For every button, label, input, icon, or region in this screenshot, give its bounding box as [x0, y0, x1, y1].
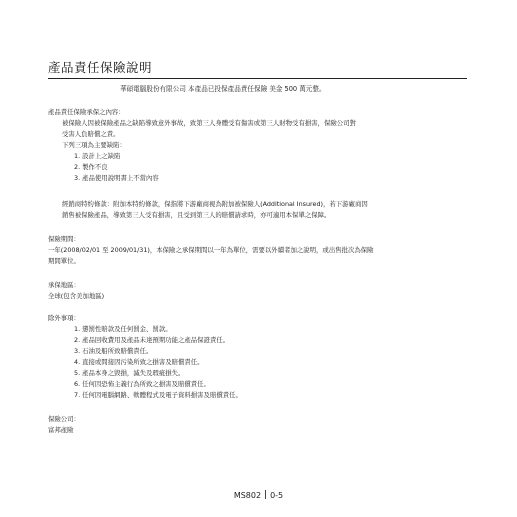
- defect-item: 1. 設計上之缺陷: [74, 152, 121, 160]
- coverage-heading: 產品責任保險承保之內容：: [48, 108, 125, 116]
- period-section: [48, 234, 374, 267]
- intro-statement: 華碩電腦股份有限公司 本產品已投保產品責任保險 美金 500 萬元整。: [120, 85, 326, 93]
- page-number: 0-5: [270, 491, 284, 500]
- page-footer: [0, 490, 517, 500]
- defect-item: 3. 產品使用說明書上不當內容: [74, 174, 159, 182]
- coverage-line-1: 被保險人因被保險產品之缺陷導致意外事故，致第三人身體受有傷害或第三人財物受有損害，保險公司對: [62, 119, 356, 127]
- period-line-1: 一年(2008/02/01 至 2009/01/31)，本保險之承保期間以一年為單位，需要以外續者加之說明，或出售批次為保險: [48, 246, 374, 254]
- exclusion-item: 4. 直接或間接因污染所致之損害及賠償責任。: [74, 358, 204, 366]
- exclusion-item: 5. 產品本身之毀損，滅失及瑕疵損失。: [74, 369, 185, 377]
- territory-section: [48, 280, 104, 302]
- model-code: MS802: [233, 491, 262, 500]
- exclusion-item: 6. 任何因恐怖主義行為所致之損害及賠償責任。: [74, 380, 210, 388]
- period-heading: 保險期間：: [48, 235, 80, 243]
- exclusion-item: 7. 任何因電腦網路、軟體程式及電子資料損害及賠償責任。: [74, 391, 242, 399]
- title-underline: [48, 78, 467, 79]
- insurer-value: 富邦產險: [48, 426, 74, 434]
- coverage-section: [48, 107, 356, 184]
- exclusion-item: 2. 產品回收費用及產品未達預期功能之產品保證責任。: [74, 336, 230, 344]
- exclusion-item: 1. 懲罰性賠款及任何罰金、罰款。: [74, 325, 172, 333]
- territory-heading: 承保地區：: [48, 281, 80, 289]
- insurer-section: [48, 414, 80, 436]
- exclusions-heading: 除外事項：: [48, 314, 80, 322]
- footer-separator: [265, 490, 266, 499]
- defect-item: 2. 製作不良: [74, 163, 108, 171]
- page-title: 產品責任保險說明: [48, 60, 153, 75]
- vendor-clause: [48, 199, 368, 221]
- insurer-heading: 保險公司：: [48, 415, 80, 423]
- coverage-line-2: 受害人負賠償之責。: [62, 130, 120, 138]
- period-line-2: 期間單位。: [48, 257, 80, 265]
- territory-value: 全球(包含美加地區): [48, 292, 105, 300]
- vendor-clause-line-1: 經銷商特約條款：附加本特約條款，保指將下游廠商視為附加被保險人(Additional Insured)，若下游廠商因: [62, 200, 368, 208]
- defects-heading: 下列三項為主要缺陷：: [62, 141, 126, 149]
- exclusions-section: [48, 313, 242, 401]
- vendor-clause-line-2: 銷售被保險產品，導致第三人受有損害，且受到第三人的賠償請求時，亦可適用本保單之保障。: [62, 211, 331, 219]
- exclusion-item: 3. 石油及船所致賠償責任。: [74, 347, 153, 355]
